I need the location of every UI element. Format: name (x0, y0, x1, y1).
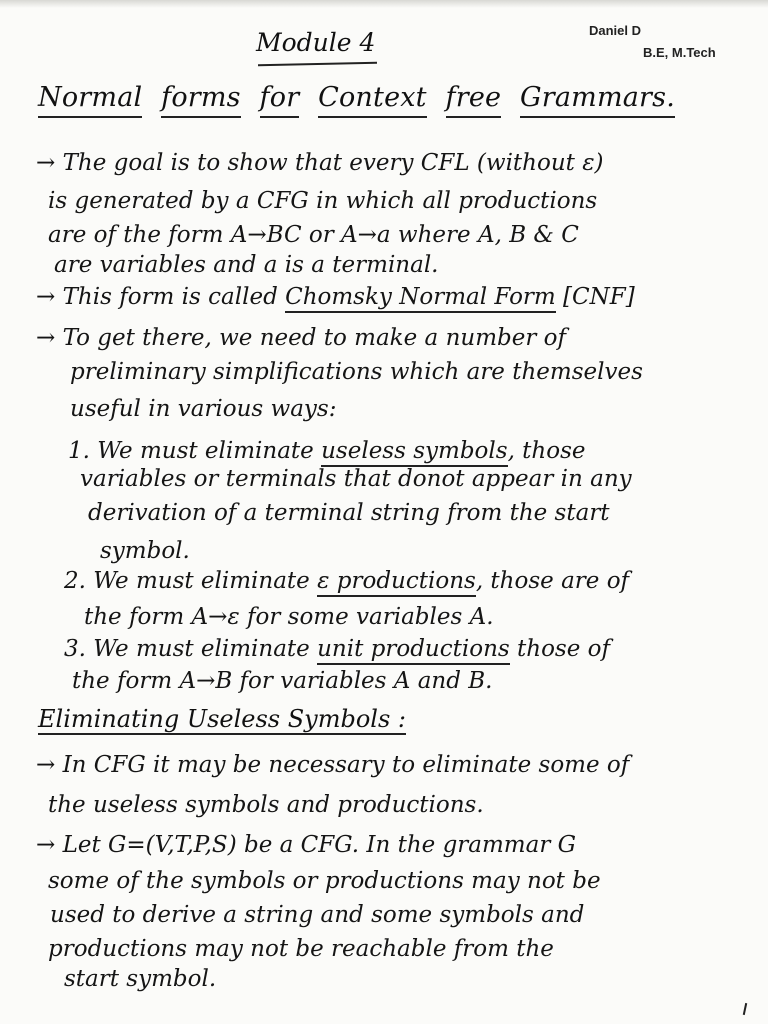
note-text: 1. We must eliminate (68, 438, 322, 464)
note-line: → To get there, we need to make a number of (36, 325, 566, 351)
note-line: the form A→B for variables A and B. (72, 668, 493, 694)
note-text: , those (507, 438, 586, 464)
heading-word: Context (318, 82, 427, 113)
note-text: 3. We must eliminate (64, 636, 318, 662)
note-line-cnf (36, 284, 635, 310)
note-line: useful in various ways: (70, 396, 337, 422)
note-line: are of the form A→BC or A→a where A, B & C (48, 222, 579, 248)
note-line: → In CFG it may be necessary to eliminate some of (36, 752, 630, 778)
module-title-underline (258, 62, 377, 67)
heading-word: forms (161, 82, 241, 113)
note-line-useless (68, 438, 586, 464)
subheading (38, 705, 406, 733)
section-heading (38, 82, 685, 113)
note-line-unit (64, 636, 610, 662)
note-text: [CNF] (555, 284, 635, 310)
underlined-term: unit productions (317, 636, 510, 665)
note-line-eps (64, 568, 629, 594)
heading-word: Grammars. (519, 82, 676, 113)
note-text: , those are of (475, 568, 630, 594)
note-text: those of (509, 636, 611, 662)
note-line: start symbol. (64, 966, 217, 992)
note-line: used to derive a string and some symbols and (50, 902, 585, 928)
scan-edge (0, 0, 768, 8)
note-line: the useless symbols and productions. (48, 792, 484, 818)
note-text: 2. We must eliminate (64, 568, 318, 594)
note-line: productions may not be reachable from the (48, 936, 554, 962)
note-line: derivation of a terminal string from the start (88, 500, 610, 526)
underlined-term: ε productions (317, 568, 476, 597)
module-title (256, 28, 375, 57)
subheading-text: Eliminating Useless Symbols : (38, 705, 407, 733)
note-line: → The goal is to show that every CFL (without ε) (36, 150, 604, 176)
note-text: → This form is called (36, 284, 286, 310)
note-line: the form A→ε for some variables A. (84, 604, 494, 630)
note-line: symbol. (100, 538, 190, 564)
author-block (589, 20, 716, 64)
underlined-term: useless symbols (321, 438, 507, 467)
note-line: variables or terminals that donot appear in any (80, 466, 632, 492)
underlined-term: Chomsky Normal Form (285, 284, 556, 313)
note-line: → Let G=(V,T,P,S) be a CFG. In the grammar G (36, 832, 577, 858)
pen-mark (743, 1003, 747, 1015)
module-title-text: Module 4 (256, 28, 376, 57)
note-line: are variables and a is a terminal. (54, 252, 439, 278)
heading-word: Normal (38, 82, 143, 113)
author-name: Daniel D (589, 23, 642, 38)
note-line: some of the symbols or productions may not be (48, 868, 601, 894)
heading-word: for (259, 82, 300, 113)
note-line: preliminary simplifications which are themselves (70, 359, 643, 385)
author-degrees: B.E, M.Tech (643, 45, 716, 60)
note-line: is generated by a CFG in which all productions (48, 188, 598, 214)
heading-word: free (445, 82, 502, 113)
